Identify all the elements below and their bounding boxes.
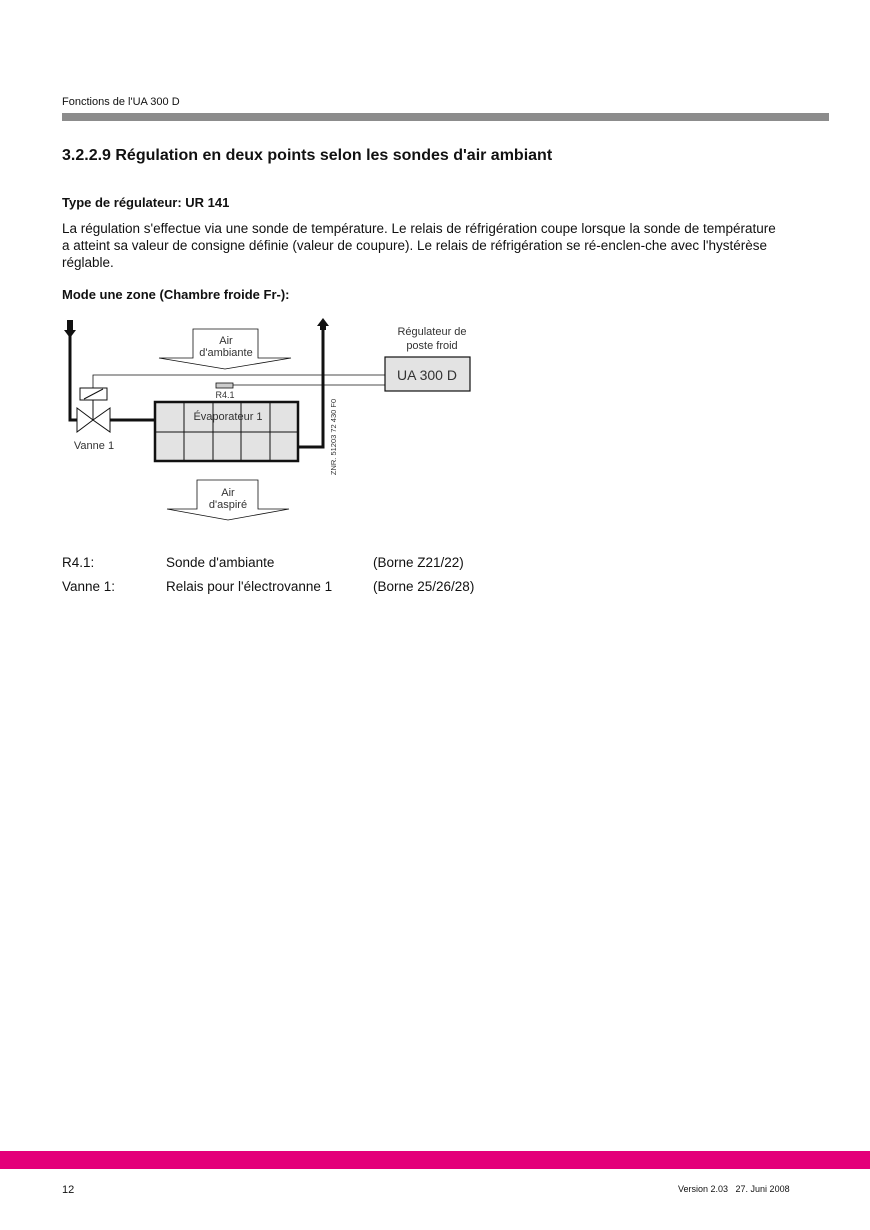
valve-wire [93, 375, 385, 388]
legend-code: R4.1: [62, 555, 95, 570]
legend-terminal: (Borne 25/26/28) [373, 579, 475, 594]
legend-code: Vanne 1: [62, 579, 116, 594]
body-paragraph: La régulation s'effectue via une sonde de température. Le relais de réfrigération coupe lorsque la sonde de température a atteint sa valeur de consigne définie (valeur de coupure). Le relais de réfrigération se ré-enclen-che avec l'hystérèse réglable. [62, 221, 776, 270]
page-number: 12 [62, 1184, 75, 1196]
outlet-arrow-icon [317, 318, 329, 330]
version-info: Version 2.03 27. Juni 2008 [678, 1184, 790, 1194]
section-heading: 3.2.2.9 Régulation en deux points selon les sondes d'air ambiant [62, 147, 553, 164]
legend-desc: Relais pour l'électrovanne 1 [166, 579, 333, 594]
inlet-arrow-icon [64, 320, 76, 338]
valve-label: Vanne 1 [73, 440, 115, 452]
running-header: Fonctions de l'UA 300 D [62, 96, 180, 108]
mode-heading: Mode une zone (Chambre froide Fr-): [62, 287, 290, 302]
controller-label: UA 300 D [397, 367, 457, 383]
legend-desc: Sonde d'ambiante [166, 555, 275, 570]
outlet-pipe [298, 330, 323, 447]
controller-caption-2: poste froid [406, 340, 458, 352]
air-out-label-1: Air [221, 487, 235, 499]
sensor-label: R4.1 [215, 390, 235, 400]
refrigeration-diagram [0, 0, 870, 560]
legend-terminal: (Borne Z21/22) [373, 555, 464, 570]
footer-accent-bar [0, 1151, 870, 1169]
sensor-r41 [216, 383, 233, 388]
evaporator-label: Évaporateur 1 [193, 411, 263, 423]
inlet-pipe [70, 330, 78, 420]
controller-caption-1: Régulateur de [397, 326, 467, 338]
valve-icon [77, 388, 110, 432]
air-in-label-2: d'ambiante [199, 347, 253, 359]
drawing-reference: ZNR. 51203 72 430 F0 [329, 398, 338, 476]
air-out-label-2: d'aspiré [208, 499, 248, 511]
controller-type-heading: Type de régulateur: UR 141 [62, 195, 230, 210]
air-in-label-1: Air [219, 335, 233, 347]
